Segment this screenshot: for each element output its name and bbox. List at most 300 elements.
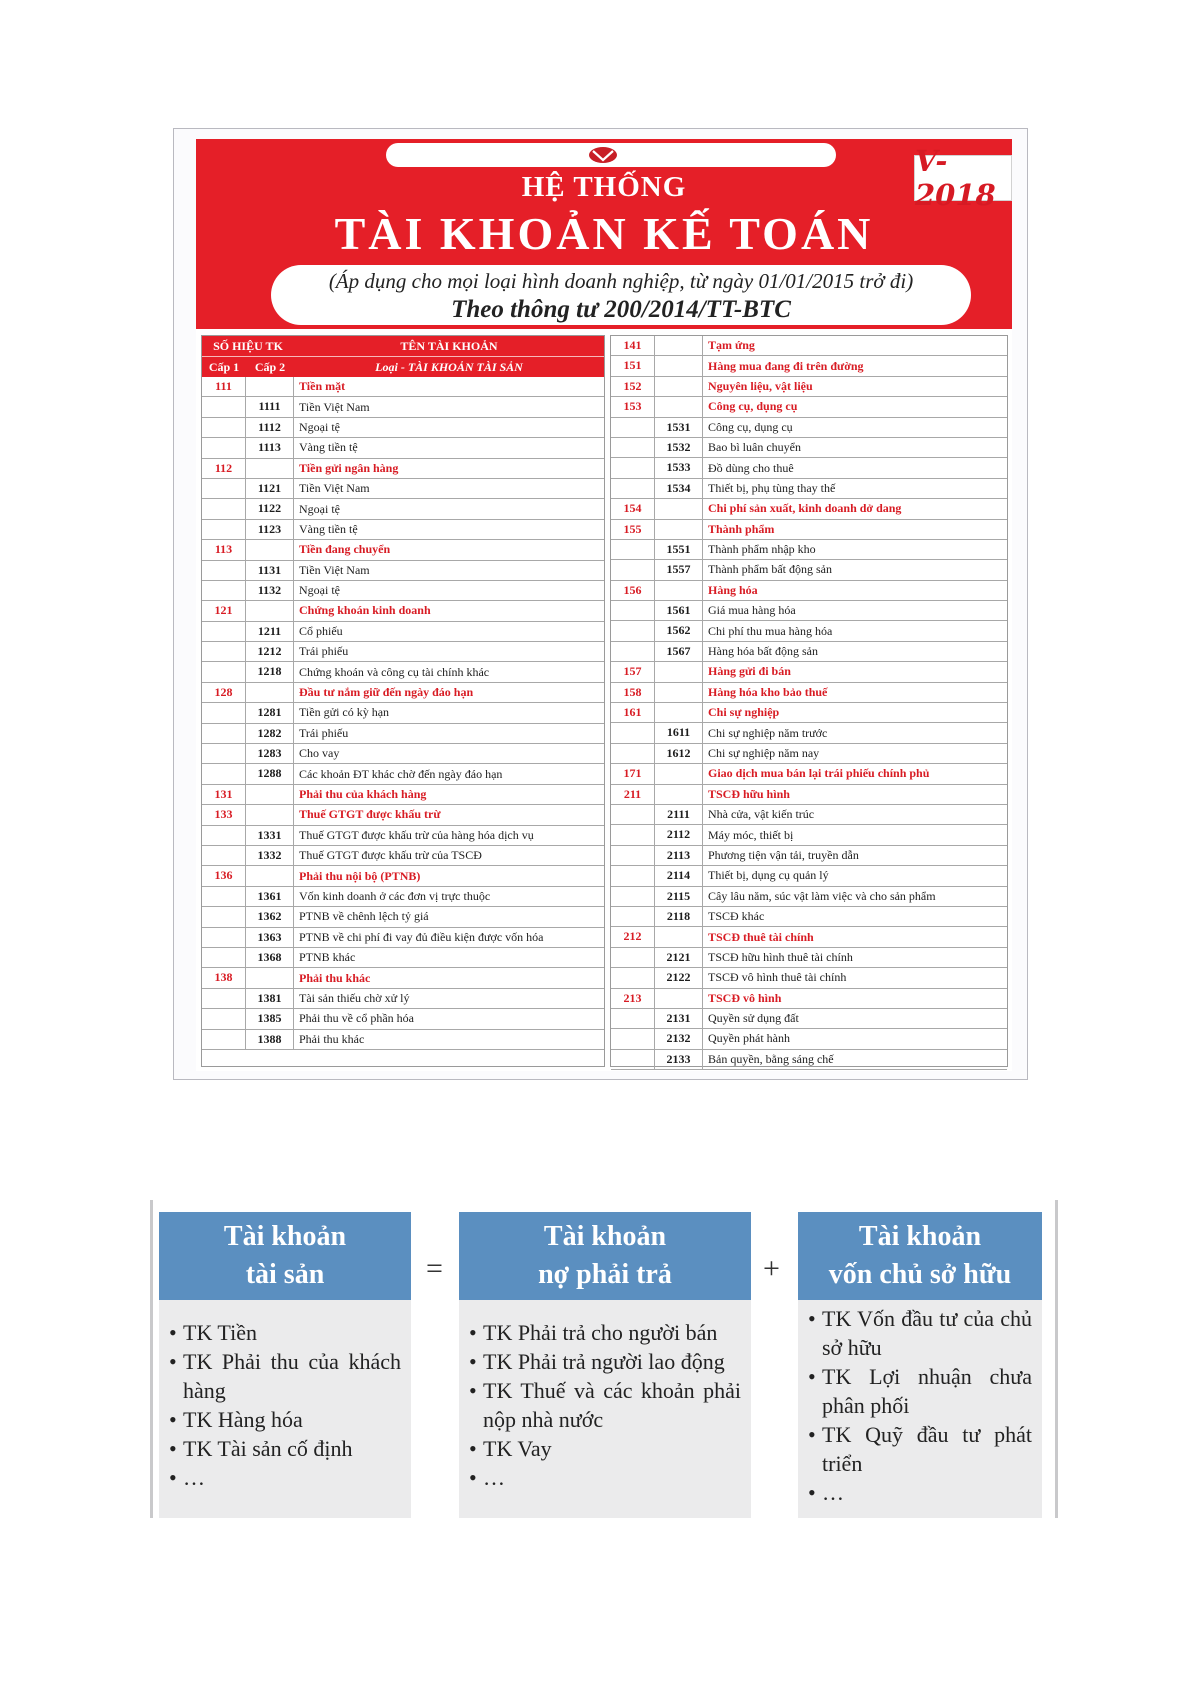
account-level2-code (655, 927, 703, 946)
column-list (469, 1318, 741, 1492)
account-level1-code (611, 1050, 655, 1069)
account-level2-code: 1282 (246, 724, 294, 743)
account-level1-code (202, 1030, 246, 1049)
table-row (611, 560, 1007, 580)
table-row (202, 826, 604, 846)
account-level2-code: 1562 (655, 621, 703, 640)
table-row (202, 989, 604, 1009)
account-level1-code: 131 (202, 785, 246, 804)
account-level1-code (202, 846, 246, 865)
table-row (611, 948, 1007, 968)
column-list (169, 1318, 401, 1492)
table-row (611, 642, 1007, 662)
account-name: TSCĐ hữu hình thuê tài chính (708, 949, 853, 964)
account-name: Phải thu khác (299, 970, 371, 985)
account-level1-code: 154 (611, 499, 655, 518)
account-level1-code: 128 (202, 683, 246, 702)
account-level2-code: 1362 (246, 907, 294, 926)
account-level2-code: 1211 (246, 622, 294, 641)
account-level2-code: 1534 (655, 479, 703, 498)
account-level1-code (202, 989, 246, 1008)
account-level1-code (611, 805, 655, 824)
account-level2-code: 1532 (655, 438, 703, 457)
account-name: Trái phiếu (299, 644, 349, 659)
account-level2-code: 1281 (246, 703, 294, 722)
table-row (202, 581, 604, 601)
table-row (202, 928, 604, 948)
account-level2-code: 1212 (246, 642, 294, 661)
account-level2-code (246, 540, 294, 559)
account-level1-code (611, 907, 655, 926)
account-name: Máy móc, thiết bị (708, 827, 794, 842)
header-name: TÊN TÀI KHOẢN (400, 338, 498, 353)
divider-left (150, 1200, 153, 1518)
account-name: Hàng hóa (708, 582, 758, 597)
list-item: • TK Thuế và các khoản phải nộp nhà nước (469, 1376, 741, 1434)
account-name: Thiết bị, dụng cụ quản lý (708, 868, 829, 883)
table-row (611, 377, 1007, 397)
header-level2: Cấp 2 (254, 359, 286, 374)
account-name: PTNB khác (299, 950, 356, 965)
account-name: Bao bì luân chuyển (708, 440, 801, 455)
poster-title-small: HỆ THỐNG (521, 171, 687, 203)
account-level1-code (611, 601, 655, 620)
account-level1-code (202, 887, 246, 906)
table-row (202, 418, 604, 438)
account-level1-code (611, 418, 655, 437)
account-level1-code (202, 724, 246, 743)
list-item: • TK Phải trả người lao động (469, 1347, 741, 1376)
account-level1-code (202, 479, 246, 498)
account-name: Hàng hóa bất động sản (708, 644, 818, 659)
list-item: • TK Lợi nhuận chưa phân phối (808, 1362, 1032, 1420)
account-level2-code: 2114 (655, 866, 703, 885)
account-level1-code: 211 (611, 785, 655, 804)
table-row (611, 723, 1007, 743)
table-row (611, 621, 1007, 641)
account-level2-code (655, 356, 703, 375)
account-level2-code: 1112 (246, 418, 294, 437)
account-level1-code (611, 948, 655, 967)
account-name: Vàng tiền tệ (299, 440, 358, 455)
account-level1-code (611, 540, 655, 559)
table-row (611, 601, 1007, 621)
column-header (798, 1212, 1042, 1300)
account-level2-code: 1123 (246, 520, 294, 539)
table-row (611, 499, 1007, 519)
list-item: • … (808, 1478, 1032, 1507)
header-level1: Cấp 1 (208, 359, 240, 374)
table-row (611, 1050, 1007, 1070)
account-name: Vốn kinh doanh ở các đơn vị trực thuộc (299, 888, 491, 903)
account-level1-code (611, 642, 655, 661)
table-row (202, 642, 604, 662)
account-level1-code: 141 (611, 336, 655, 355)
table-row (611, 927, 1007, 947)
account-level1-code (202, 520, 246, 539)
account-level1-code (202, 928, 246, 947)
header-code: SỐ HIỆU TK (213, 338, 283, 353)
account-name: Công cụ, dụng cụ (708, 419, 793, 434)
account-name: Thiết bị, phụ tùng thay thế (708, 480, 836, 495)
list-item: • TK Tài sản cố định (169, 1434, 401, 1463)
table-row (611, 907, 1007, 927)
account-name: Tiền Việt Nam (299, 562, 370, 577)
table-row (611, 887, 1007, 907)
account-name: Chứng khoán và công cụ tài chính khác (299, 664, 490, 679)
account-level2-code: 1131 (246, 561, 294, 580)
list-item: • … (169, 1463, 401, 1492)
account-level1-code (611, 968, 655, 987)
account-level2-code: 1331 (246, 826, 294, 845)
account-level1-code (611, 866, 655, 885)
account-level2-code: 1551 (655, 540, 703, 559)
account-name: Chi sự nghiệp năm trước (708, 725, 828, 740)
table-row (202, 520, 604, 540)
account-name: Công cụ, dụng cụ (708, 399, 798, 414)
account-name: Hàng hóa kho bảo thuế (708, 684, 828, 699)
account-name: Bản quyền, bằng sáng chế (708, 1051, 834, 1066)
account-level1-code: 171 (611, 764, 655, 783)
poster-subtitle: (Áp dụng cho mọi loại hình doanh nghiệp, từ ngày 01/01/2015 trở đi) (328, 269, 914, 293)
table-row (611, 805, 1007, 825)
account-level1-code (611, 887, 655, 906)
account-level1-code (611, 1029, 655, 1048)
account-level1-code: 111 (202, 377, 246, 396)
account-level1-code (202, 764, 246, 783)
table-row (202, 703, 604, 723)
account-name: Đồ dùng cho thuê (708, 460, 794, 475)
account-name: Hàng mua đang đi trên đường (708, 358, 864, 373)
account-level1-code: 136 (202, 866, 246, 885)
equals-sign: = (426, 1252, 443, 1285)
table-row (202, 846, 604, 866)
table-row (611, 336, 1007, 356)
table-row (202, 377, 604, 397)
table-row (611, 846, 1007, 866)
account-level2-code: 2112 (655, 825, 703, 844)
account-level2-code: 1611 (655, 723, 703, 742)
table-row (202, 948, 604, 968)
account-name: Phải thu của khách hàng (299, 787, 427, 801)
account-name: Quyền phát hành (708, 1031, 790, 1046)
account-level1-code: 138 (202, 968, 246, 987)
account-name: TSCĐ thuê tài chính (708, 929, 814, 944)
account-name: Chi sự nghiệp năm nay (708, 746, 820, 760)
table-row (202, 866, 604, 886)
account-level2-code: 1385 (246, 1009, 294, 1028)
account-level2-code (655, 764, 703, 783)
poster-title: TÀI KHOẢN KẾ TOÁN (334, 208, 874, 259)
account-level1-code: 212 (611, 927, 655, 946)
table-row (611, 968, 1007, 988)
account-level2-code: 2113 (655, 846, 703, 865)
table-row (611, 438, 1007, 458)
table-row (611, 1009, 1007, 1029)
account-level2-code (246, 785, 294, 804)
account-level1-code (202, 948, 246, 967)
table-row (611, 683, 1007, 703)
account-level1-code: 161 (611, 703, 655, 722)
account-level2-code (246, 683, 294, 702)
table-row (202, 499, 604, 519)
account-name: Quyền sử dụng đất (708, 1011, 799, 1026)
account-level1-code (611, 744, 655, 763)
account-level1-code (611, 479, 655, 498)
account-name: Đầu tư nắm giữ đến ngày đáo hạn (299, 685, 474, 700)
account-name: TSCĐ vô hình (708, 990, 782, 1005)
account-name: Thành phẩm bất động sản (708, 562, 832, 577)
table-header (202, 336, 604, 356)
account-level2-code: 1113 (246, 438, 294, 457)
account-level1-code (202, 642, 246, 661)
table-row (202, 744, 604, 764)
poster-frame (196, 139, 1012, 1071)
table-row (202, 622, 604, 642)
account-level2-code: 1132 (246, 581, 294, 600)
list-item: • TK Quỹ đầu tư phát triển (808, 1420, 1032, 1478)
table-row (611, 662, 1007, 682)
header-type: Loại - TÀI KHOẢN TÀI SẢN (375, 359, 523, 374)
account-level2-code (655, 377, 703, 396)
table-row (611, 703, 1007, 723)
ministry-logo-icon (588, 146, 618, 164)
account-name: Chi phí thu mua hàng hóa (708, 623, 833, 638)
table-subheader (202, 356, 604, 377)
table-row (202, 785, 604, 805)
account-level1-code: 158 (611, 683, 655, 702)
account-name: Các khoản ĐT khác chờ đến ngày đáo hạn (299, 766, 503, 781)
account-name: Chi sự nghiệp (708, 705, 780, 720)
account-level2-code (246, 377, 294, 396)
account-level2-code (655, 520, 703, 539)
account-level2-code: 1122 (246, 499, 294, 518)
table-row (611, 520, 1007, 540)
table-row (611, 540, 1007, 560)
table-row (202, 662, 604, 682)
account-level1-code (202, 438, 246, 457)
column-header (159, 1212, 411, 1300)
account-name: TSCĐ khác (708, 909, 765, 924)
list-item: • … (469, 1463, 741, 1492)
account-level2-code: 2121 (655, 948, 703, 967)
account-level1-code (202, 826, 246, 845)
account-level2-code: 2133 (655, 1050, 703, 1069)
divider-right (1055, 1200, 1058, 1518)
account-level1-code: 121 (202, 601, 246, 620)
account-name: TSCĐ hữu hình (708, 786, 790, 801)
account-level1-code (202, 397, 246, 416)
table-row (611, 825, 1007, 845)
account-name: Trái phiếu (299, 725, 349, 740)
list-item: • TK Phải thu của khách hàng (169, 1347, 401, 1405)
table-row (202, 438, 604, 458)
poster-banner (196, 139, 1012, 329)
table-row (202, 479, 604, 499)
account-name: Phải thu khác (299, 1031, 365, 1046)
left-rows (202, 377, 604, 1050)
table-row (611, 418, 1007, 438)
poster-circular: Theo thông tư 200/2014/TT-BTC (451, 296, 791, 323)
account-level2-code: 1361 (246, 887, 294, 906)
accounting-poster (173, 128, 1028, 1080)
table-row (202, 561, 604, 581)
account-name: Tạm ứng (708, 338, 755, 353)
column-title: Tài khoản (223, 1221, 347, 1252)
account-level1-code: 112 (202, 459, 246, 478)
account-level2-code: 1531 (655, 418, 703, 437)
table-row (611, 581, 1007, 601)
account-name: Phải thu nội bộ (PTNB) (299, 868, 421, 883)
table-row (202, 683, 604, 703)
table-row (611, 744, 1007, 764)
account-level2-code (655, 683, 703, 702)
list-item: • TK Vay (469, 1434, 741, 1463)
version-label: V- 2018 (915, 144, 996, 212)
account-level2-code (655, 499, 703, 518)
account-name: Thuế GTGT được khấu trừ của TSCĐ (299, 848, 482, 863)
account-name: Tiền Việt Nam (299, 481, 370, 496)
account-level1-code (202, 907, 246, 926)
table-row (611, 458, 1007, 478)
account-level2-code (246, 968, 294, 987)
table-row (202, 724, 604, 744)
account-name: Nguyên liệu, vật liệu (708, 378, 813, 393)
account-level1-code (202, 581, 246, 600)
account-level1-code: 153 (611, 397, 655, 416)
account-level1-code (202, 662, 246, 681)
account-level2-code (655, 989, 703, 1008)
account-level2-code: 1567 (655, 642, 703, 661)
account-level1-code (202, 561, 246, 580)
account-name: Ngoại tệ (299, 583, 340, 598)
account-level1-code (202, 744, 246, 763)
account-name: Cổ phiếu (299, 623, 343, 638)
account-level2-code: 1363 (246, 928, 294, 947)
account-name: Tài sản thiếu chờ xử lý (299, 990, 410, 1005)
account-level2-code (655, 662, 703, 681)
table-row (202, 540, 604, 560)
account-level2-code: 2132 (655, 1029, 703, 1048)
account-name: Phương tiện vận tải, truyền dẫn (708, 847, 859, 862)
account-level1-code (611, 438, 655, 457)
account-level2-code: 1288 (246, 764, 294, 783)
account-level2-code: 2131 (655, 1009, 703, 1028)
account-level1-code (611, 560, 655, 579)
account-name: Thành phẩm nhập kho (708, 542, 816, 557)
account-level1-code (202, 418, 246, 437)
column-title: tài sản (245, 1259, 325, 1290)
column-liabilities (459, 1212, 751, 1518)
column-title: Tài khoản (543, 1221, 667, 1252)
table-row (202, 968, 604, 988)
right-rows (611, 336, 1007, 1070)
account-level1-code: 156 (611, 581, 655, 600)
column-list (808, 1304, 1032, 1507)
table-row (202, 887, 604, 907)
account-name: Chứng khoán kinh doanh (299, 603, 431, 618)
account-name: Tiền mặt (299, 379, 346, 394)
account-level1-code (202, 499, 246, 518)
account-level1-code (611, 458, 655, 477)
table-row (202, 1030, 604, 1050)
column-title: vốn chủ sở hữu (828, 1259, 1012, 1290)
account-level2-code (655, 581, 703, 600)
column-title: nợ phải trả (538, 1259, 672, 1290)
account-level1-code: 113 (202, 540, 246, 559)
plus-sign: + (763, 1252, 780, 1285)
account-name: Tiền gửi ngân hàng (299, 460, 399, 475)
account-name: PTNB về chi phí đi vay đủ điều kiện được vốn hóa (299, 929, 544, 944)
account-level2-code: 1218 (246, 662, 294, 681)
account-table-left (201, 335, 605, 1067)
account-level2-code: 1612 (655, 744, 703, 763)
account-name: PTNB về chênh lệch tỷ giá (299, 909, 429, 924)
account-name: Thành phẩm (708, 521, 775, 536)
account-level2-code (246, 866, 294, 885)
account-name: Ngoại tệ (299, 419, 340, 434)
account-name: Vàng tiền tệ (299, 521, 358, 536)
poster-subtitle-box (271, 265, 971, 325)
list-item: • TK Vốn đầu tư của chủ sở hữu (808, 1304, 1032, 1362)
account-level1-code (611, 723, 655, 742)
account-name: Tiền Việt Nam (299, 399, 370, 414)
account-level2-code (655, 785, 703, 804)
account-name: Chi phí sản xuất, kinh doanh dở dang (708, 501, 902, 516)
table-row (202, 459, 604, 479)
list-item: • TK Hàng hóa (169, 1405, 401, 1434)
account-level1-code (611, 1009, 655, 1028)
account-level1-code (611, 621, 655, 640)
account-name: Phải thu về cổ phần hóa (299, 1011, 414, 1026)
account-name: Tiền gửi có kỳ hạn (299, 705, 390, 720)
account-level1-code: 155 (611, 520, 655, 539)
account-name: Giao dịch mua bán lại trái phiếu chính phủ (708, 766, 930, 781)
account-level2-code (246, 601, 294, 620)
list-item: • TK Tiền (169, 1318, 401, 1347)
account-name: Nhà cửa, vật kiến trúc (708, 807, 815, 822)
account-level2-code (655, 336, 703, 355)
table-row (611, 397, 1007, 417)
table-row (611, 785, 1007, 805)
table-row (202, 805, 604, 825)
column-equity (798, 1212, 1042, 1518)
table-row (611, 356, 1007, 376)
table-row (611, 764, 1007, 784)
account-name: Cho vay (299, 746, 340, 761)
table-row (611, 1029, 1007, 1049)
account-name: Giá mua hàng hóa (708, 603, 796, 618)
table-row (202, 1009, 604, 1029)
account-level1-code (202, 622, 246, 641)
table-row (611, 866, 1007, 886)
account-name: Thuế GTGT được khấu trừ (299, 807, 441, 822)
account-level1-code (611, 825, 655, 844)
account-level2-code: 1111 (246, 397, 294, 416)
account-level2-code: 1533 (655, 458, 703, 477)
account-level1-code (202, 703, 246, 722)
account-level2-code: 1557 (655, 560, 703, 579)
account-name: Hàng gửi đi bán (708, 664, 791, 679)
account-level1-code: 213 (611, 989, 655, 1008)
column-assets (159, 1212, 411, 1518)
account-level1-code: 157 (611, 662, 655, 681)
list-item: • TK Phải trả cho người bán (469, 1318, 741, 1347)
account-level2-code (246, 805, 294, 824)
account-level2-code: 2111 (655, 805, 703, 824)
account-name: Thuế GTGT được khấu trừ của hàng hóa dịch vụ (299, 827, 534, 842)
account-level2-code: 1561 (655, 601, 703, 620)
